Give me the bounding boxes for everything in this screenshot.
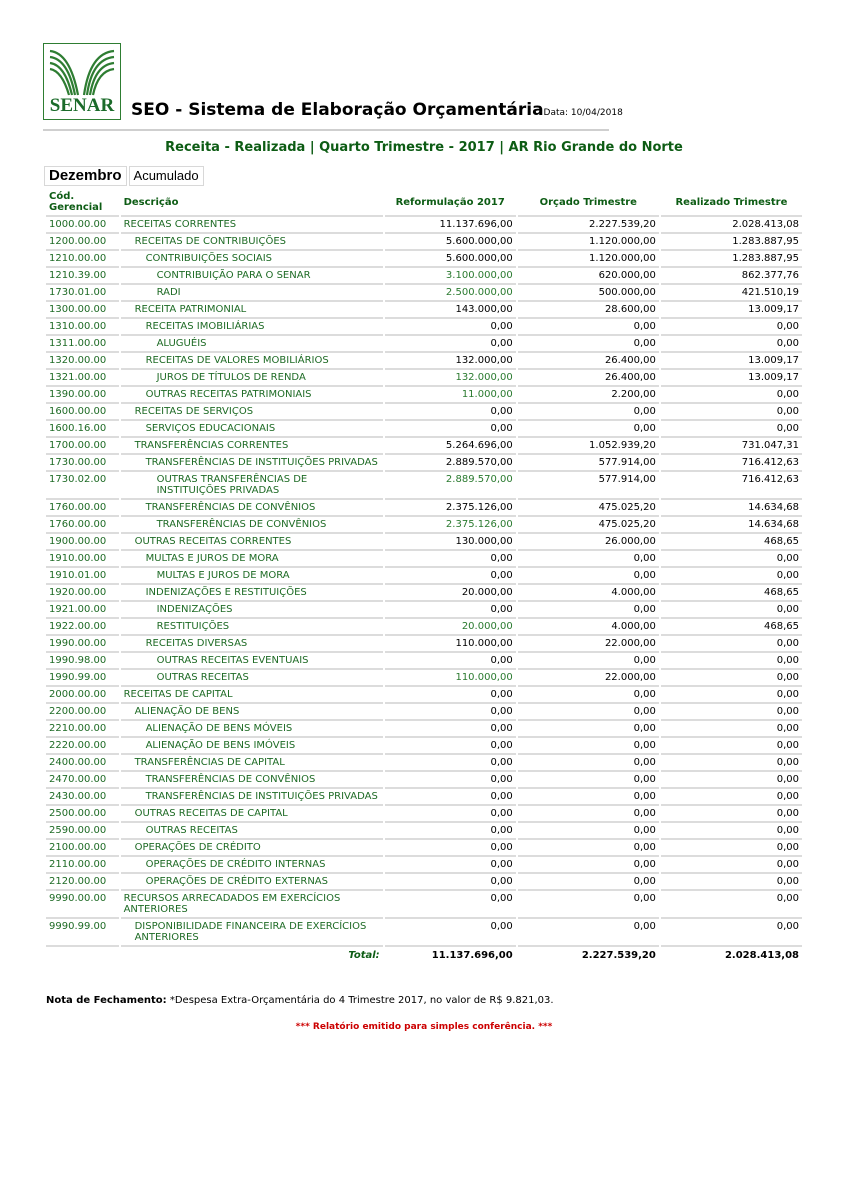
- total-label: Total:: [348, 950, 380, 961]
- closing-note: [46, 995, 554, 1006]
- report-header: [43, 43, 623, 131]
- row-reform: 5.600.000,00: [385, 234, 516, 251]
- row-budget: 475.025,20: [518, 500, 659, 517]
- row-code: 2400.00.00: [46, 755, 119, 772]
- row-reform: 0,00: [385, 919, 516, 947]
- row-code: 2470.00.00: [46, 772, 119, 789]
- row-realized: 0,00: [661, 704, 802, 721]
- row-reform: 0,00: [385, 857, 516, 874]
- table-row: [46, 653, 802, 670]
- row-code: 1730.00.00: [46, 455, 119, 472]
- row-code: 1760.00.00: [46, 517, 119, 534]
- table-row: [46, 823, 802, 840]
- row-code: 1990.00.00: [46, 636, 119, 653]
- row-code: 1921.00.00: [46, 602, 119, 619]
- row-code: 1730.01.00: [46, 285, 119, 302]
- row-description: OUTRAS RECEITAS: [121, 823, 383, 840]
- row-realized: 0,00: [661, 806, 802, 823]
- row-code: 1990.98.00: [46, 653, 119, 670]
- col-header-code: Cód. Gerencial: [46, 189, 119, 217]
- row-realized: 468,65: [661, 534, 802, 551]
- row-realized: 0,00: [661, 404, 802, 421]
- table-row: [46, 517, 802, 534]
- row-budget: 0,00: [518, 789, 659, 806]
- row-code: 9990.00.00: [46, 891, 119, 919]
- row-description: RECEITAS DIVERSAS: [121, 636, 383, 653]
- row-budget: 1.052.939,20: [518, 438, 659, 455]
- row-reform: 3.100.000,00: [385, 268, 516, 285]
- row-reform: 0,00: [385, 789, 516, 806]
- row-reform: 0,00: [385, 738, 516, 755]
- row-reform: 0,00: [385, 704, 516, 721]
- row-budget: 0,00: [518, 687, 659, 704]
- row-description: OUTRAS RECEITAS DE CAPITAL: [121, 806, 383, 823]
- row-budget: 0,00: [518, 738, 659, 755]
- app-title-text: SEO - Sistema de Elaboração Orçamentária: [131, 100, 544, 120]
- row-realized: 731.047,31: [661, 438, 802, 455]
- row-budget: 0,00: [518, 874, 659, 891]
- row-budget: 0,00: [518, 653, 659, 670]
- row-budget: 0,00: [518, 568, 659, 585]
- row-code: 1730.02.00: [46, 472, 119, 500]
- row-budget: 620.000,00: [518, 268, 659, 285]
- row-description: CONTRIBUIÇÕES SOCIAIS: [121, 251, 383, 268]
- table-row: [46, 268, 802, 285]
- row-description: OPERAÇÕES DE CRÉDITO EXTERNAS: [121, 874, 383, 891]
- row-description: OUTRAS RECEITAS: [121, 670, 383, 687]
- row-budget: 577.914,00: [518, 455, 659, 472]
- row-code: 1210.39.00: [46, 268, 119, 285]
- table-row: [46, 251, 802, 268]
- row-realized: 13.009,17: [661, 302, 802, 319]
- row-description: OUTRAS TRANSFERÊNCIAS DE INSTITUIÇÕES PRIVADAS: [121, 472, 383, 500]
- row-description: SERVIÇOS EDUCACIONAIS: [121, 421, 383, 438]
- row-code: 2500.00.00: [46, 806, 119, 823]
- table-row: [46, 285, 802, 302]
- row-budget: 28.600,00: [518, 302, 659, 319]
- table-row: [46, 302, 802, 319]
- row-reform: 0,00: [385, 721, 516, 738]
- row-description: OUTRAS RECEITAS CORRENTES: [121, 534, 383, 551]
- total-budget: 2.227.539,20: [581, 950, 656, 961]
- row-reform: 0,00: [385, 772, 516, 789]
- row-code: 2110.00.00: [46, 857, 119, 874]
- table-row: [46, 738, 802, 755]
- table-row: [46, 891, 802, 919]
- row-realized: 0,00: [661, 874, 802, 891]
- row-code: 2590.00.00: [46, 823, 119, 840]
- table-row: [46, 789, 802, 806]
- row-realized: 0,00: [661, 636, 802, 653]
- row-reform: 2.889.570,00: [385, 472, 516, 500]
- row-code: 1760.00.00: [46, 500, 119, 517]
- row-code: 1311.00.00: [46, 336, 119, 353]
- row-budget: 1.120.000,00: [518, 234, 659, 251]
- row-code: 1390.00.00: [46, 387, 119, 404]
- row-budget: 0,00: [518, 336, 659, 353]
- row-code: 1600.16.00: [46, 421, 119, 438]
- row-reform: 110.000,00: [385, 670, 516, 687]
- table-row: [46, 721, 802, 738]
- row-reform: 110.000,00: [385, 636, 516, 653]
- table-row: [46, 500, 802, 517]
- row-reform: 132.000,00: [385, 353, 516, 370]
- row-budget: 0,00: [518, 319, 659, 336]
- table-header-row: [46, 189, 802, 217]
- row-budget: 0,00: [518, 602, 659, 619]
- table-row: [46, 438, 802, 455]
- row-budget: 22.000,00: [518, 636, 659, 653]
- row-realized: 0,00: [661, 755, 802, 772]
- row-code: 2210.00.00: [46, 721, 119, 738]
- row-budget: 26.000,00: [518, 534, 659, 551]
- row-realized: 0,00: [661, 387, 802, 404]
- row-description: JUROS DE TÍTULOS DE RENDA: [121, 370, 383, 387]
- row-description: TRANSFERÊNCIAS CORRENTES: [121, 438, 383, 455]
- row-description: RADI: [121, 285, 383, 302]
- col-header-realized: Realizado Trimestre: [661, 189, 802, 217]
- table-row: [46, 636, 802, 653]
- row-budget: 0,00: [518, 755, 659, 772]
- table-row: [46, 704, 802, 721]
- table-row: [46, 534, 802, 551]
- row-description: TRANSFERÊNCIAS DE CONVÊNIOS: [121, 500, 383, 517]
- table-row: [46, 755, 802, 772]
- row-realized: 0,00: [661, 421, 802, 438]
- row-realized: 0,00: [661, 789, 802, 806]
- row-description: RECEITAS DE CAPITAL: [121, 687, 383, 704]
- row-reform: 20.000,00: [385, 585, 516, 602]
- table-row: [46, 472, 802, 500]
- row-reform: 143.000,00: [385, 302, 516, 319]
- row-reform: 20.000,00: [385, 619, 516, 636]
- table-row: [46, 585, 802, 602]
- row-realized: 468,65: [661, 585, 802, 602]
- row-code: 2100.00.00: [46, 840, 119, 857]
- row-reform: 2.500.000,00: [385, 285, 516, 302]
- row-realized: 0,00: [661, 857, 802, 874]
- table-row: [46, 387, 802, 404]
- table-row: [46, 874, 802, 891]
- row-budget: 0,00: [518, 919, 659, 947]
- row-description: RECEITA PATRIMONIAL: [121, 302, 383, 319]
- closing-note-text: *Despesa Extra-Orçamentária do 4 Trimestre 2017, no valor de R$ 9.821,03.: [166, 995, 554, 1006]
- table-row: [46, 772, 802, 789]
- row-realized: 716.412,63: [661, 455, 802, 472]
- row-budget: 0,00: [518, 857, 659, 874]
- row-description: MULTAS E JUROS DE MORA: [121, 551, 383, 568]
- row-description: RECURSOS ARRECADADOS EM EXERCÍCIOS ANTERIORES: [121, 891, 383, 919]
- row-budget: 1.120.000,00: [518, 251, 659, 268]
- tab-acumulado[interactable]: Acumulado: [129, 166, 204, 186]
- row-description: RECEITAS DE SERVIÇOS: [121, 404, 383, 421]
- app-title: [131, 100, 623, 120]
- row-realized: 0,00: [661, 919, 802, 947]
- row-realized: 0,00: [661, 670, 802, 687]
- row-code: 2000.00.00: [46, 687, 119, 704]
- table-row: [46, 840, 802, 857]
- row-budget: 0,00: [518, 806, 659, 823]
- row-realized: 0,00: [661, 891, 802, 919]
- row-description: TRANSFERÊNCIAS DE CONVÊNIOS: [121, 517, 383, 534]
- total-row: [46, 947, 802, 963]
- row-description: RECEITAS DE VALORES MOBILIÁRIOS: [121, 353, 383, 370]
- row-code: 1200.00.00: [46, 234, 119, 251]
- row-budget: 22.000,00: [518, 670, 659, 687]
- period-tabs: [44, 166, 206, 186]
- row-realized: 2.028.413,08: [661, 217, 802, 234]
- table-row: [46, 568, 802, 585]
- row-code: 2200.00.00: [46, 704, 119, 721]
- row-budget: 577.914,00: [518, 472, 659, 500]
- row-reform: 11.137.696,00: [385, 217, 516, 234]
- closing-note-label: Nota de Fechamento:: [46, 995, 167, 1006]
- row-description: ALIENAÇÃO DE BENS MÓVEIS: [121, 721, 383, 738]
- table-row: [46, 687, 802, 704]
- senar-logo: [43, 43, 121, 120]
- row-code: 1990.99.00: [46, 670, 119, 687]
- row-reform: 130.000,00: [385, 534, 516, 551]
- row-code: 1910.00.00: [46, 551, 119, 568]
- row-code: 1920.00.00: [46, 585, 119, 602]
- row-reform: 0,00: [385, 891, 516, 919]
- row-reform: 0,00: [385, 319, 516, 336]
- table-row: [46, 217, 802, 234]
- row-code: 2430.00.00: [46, 789, 119, 806]
- row-budget: 0,00: [518, 421, 659, 438]
- row-description: OPERAÇÕES DE CRÉDITO: [121, 840, 383, 857]
- logo-text: SENAR: [49, 95, 115, 116]
- row-reform: 0,00: [385, 755, 516, 772]
- row-reform: 0,00: [385, 823, 516, 840]
- row-description: RECEITAS CORRENTES: [121, 217, 383, 234]
- row-description: DISPONIBILIDADE FINANCEIRA DE EXERCÍCIOS ANTERIORES: [121, 919, 383, 947]
- table-row: [46, 370, 802, 387]
- table-row: [46, 919, 802, 947]
- row-code: 1310.00.00: [46, 319, 119, 336]
- report-title: Receita - Realizada | Quarto Trimestre - 2017 | AR Rio Grande do Norte: [165, 140, 683, 155]
- row-code: 1700.00.00: [46, 438, 119, 455]
- report-date: Data: 10/04/2018: [543, 108, 623, 118]
- row-realized: 14.634,68: [661, 517, 802, 534]
- row-realized: 0,00: [661, 738, 802, 755]
- table-row: [46, 619, 802, 636]
- col-header-reform: Reformulação 2017: [385, 189, 516, 217]
- row-budget: 500.000,00: [518, 285, 659, 302]
- row-realized: 14.634,68: [661, 500, 802, 517]
- row-reform: 132.000,00: [385, 370, 516, 387]
- row-reform: 11.000,00: [385, 387, 516, 404]
- row-budget: 26.400,00: [518, 370, 659, 387]
- row-reform: 0,00: [385, 874, 516, 891]
- table-row: [46, 336, 802, 353]
- row-realized: 0,00: [661, 551, 802, 568]
- table-row: [46, 602, 802, 619]
- row-description: RECEITAS IMOBILIÁRIAS: [121, 319, 383, 336]
- row-description: ALIENAÇÃO DE BENS IMÓVEIS: [121, 738, 383, 755]
- row-code: 1910.01.00: [46, 568, 119, 585]
- row-reform: 2.889.570,00: [385, 455, 516, 472]
- row-reform: 0,00: [385, 568, 516, 585]
- row-budget: 0,00: [518, 823, 659, 840]
- row-realized: 862.377,76: [661, 268, 802, 285]
- row-description: TRANSFERÊNCIAS DE INSTITUIÇÕES PRIVADAS: [121, 789, 383, 806]
- disclaimer: *** Relatório emitido para simples conferência. ***: [295, 1022, 553, 1032]
- row-budget: 0,00: [518, 891, 659, 919]
- row-realized: 0,00: [661, 823, 802, 840]
- row-reform: 0,00: [385, 653, 516, 670]
- row-budget: 2.200,00: [518, 387, 659, 404]
- table-row: [46, 234, 802, 251]
- row-description: TRANSFERÊNCIAS DE CONVÊNIOS: [121, 772, 383, 789]
- row-realized: 0,00: [661, 721, 802, 738]
- row-reform: 5.600.000,00: [385, 251, 516, 268]
- revenue-table: [44, 189, 804, 963]
- row-realized: 1.283.887,95: [661, 251, 802, 268]
- table-row: [46, 421, 802, 438]
- row-budget: 4.000,00: [518, 619, 659, 636]
- row-code: 2220.00.00: [46, 738, 119, 755]
- row-budget: 0,00: [518, 551, 659, 568]
- row-reform: 2.375.126,00: [385, 517, 516, 534]
- row-budget: 0,00: [518, 772, 659, 789]
- row-code: 1922.00.00: [46, 619, 119, 636]
- row-realized: 0,00: [661, 840, 802, 857]
- row-realized: 13.009,17: [661, 370, 802, 387]
- row-realized: 0,00: [661, 687, 802, 704]
- row-budget: 26.400,00: [518, 353, 659, 370]
- row-description: MULTAS E JUROS DE MORA: [121, 568, 383, 585]
- wheat-leaf-icon: [48, 47, 116, 97]
- row-realized: 0,00: [661, 602, 802, 619]
- row-code: 1320.00.00: [46, 353, 119, 370]
- col-header-budget: Orçado Trimestre: [518, 189, 659, 217]
- row-budget: 2.227.539,20: [518, 217, 659, 234]
- row-description: TRANSFERÊNCIAS DE CAPITAL: [121, 755, 383, 772]
- row-description: OUTRAS RECEITAS PATRIMONIAIS: [121, 387, 383, 404]
- row-code: 9990.99.00: [46, 919, 119, 947]
- row-realized: 13.009,17: [661, 353, 802, 370]
- row-reform: 5.264.696,00: [385, 438, 516, 455]
- row-code: 1000.00.00: [46, 217, 119, 234]
- row-realized: 716.412,63: [661, 472, 802, 500]
- tab-dezembro[interactable]: Dezembro: [44, 166, 127, 186]
- row-realized: 0,00: [661, 772, 802, 789]
- row-realized: 421.510,19: [661, 285, 802, 302]
- table-body: [46, 217, 802, 947]
- row-realized: 0,00: [661, 336, 802, 353]
- row-reform: 0,00: [385, 404, 516, 421]
- row-budget: 0,00: [518, 704, 659, 721]
- table-row: [46, 319, 802, 336]
- row-reform: 2.375.126,00: [385, 500, 516, 517]
- row-realized: 0,00: [661, 319, 802, 336]
- row-realized: 468,65: [661, 619, 802, 636]
- row-budget: 0,00: [518, 721, 659, 738]
- row-description: CONTRIBUIÇÃO PARA O SENAR: [121, 268, 383, 285]
- row-code: 1321.00.00: [46, 370, 119, 387]
- row-description: INDENIZAÇÕES E RESTITUIÇÕES: [121, 585, 383, 602]
- row-description: OPERAÇÕES DE CRÉDITO INTERNAS: [121, 857, 383, 874]
- col-header-description: Descrição: [121, 189, 383, 217]
- row-realized: 1.283.887,95: [661, 234, 802, 251]
- table-row: [46, 857, 802, 874]
- table-row: [46, 806, 802, 823]
- row-description: TRANSFERÊNCIAS DE INSTITUIÇÕES PRIVADAS: [121, 455, 383, 472]
- row-code: 1900.00.00: [46, 534, 119, 551]
- table-row: [46, 353, 802, 370]
- row-reform: 0,00: [385, 806, 516, 823]
- total-reform: 11.137.696,00: [431, 950, 513, 961]
- row-budget: 0,00: [518, 404, 659, 421]
- row-budget: 475.025,20: [518, 517, 659, 534]
- row-description: INDENIZAÇÕES: [121, 602, 383, 619]
- row-code: 1210.00.00: [46, 251, 119, 268]
- row-code: 1300.00.00: [46, 302, 119, 319]
- total-realized: 2.028.413,08: [724, 950, 799, 961]
- row-realized: 0,00: [661, 653, 802, 670]
- row-code: 2120.00.00: [46, 874, 119, 891]
- table-row: [46, 551, 802, 568]
- row-realized: 0,00: [661, 568, 802, 585]
- row-description: OUTRAS RECEITAS EVENTUAIS: [121, 653, 383, 670]
- table-row: [46, 404, 802, 421]
- table-row: [46, 455, 802, 472]
- row-reform: 0,00: [385, 336, 516, 353]
- row-budget: 0,00: [518, 840, 659, 857]
- row-reform: 0,00: [385, 551, 516, 568]
- row-reform: 0,00: [385, 687, 516, 704]
- row-budget: 4.000,00: [518, 585, 659, 602]
- row-reform: 0,00: [385, 840, 516, 857]
- row-description: RECEITAS DE CONTRIBUIÇÕES: [121, 234, 383, 251]
- row-description: ALUGUÉIS: [121, 336, 383, 353]
- row-reform: 0,00: [385, 602, 516, 619]
- row-code: 1600.00.00: [46, 404, 119, 421]
- row-reform: 0,00: [385, 421, 516, 438]
- table-row: [46, 670, 802, 687]
- row-description: ALIENAÇÃO DE BENS: [121, 704, 383, 721]
- row-description: RESTITUIÇÕES: [121, 619, 383, 636]
